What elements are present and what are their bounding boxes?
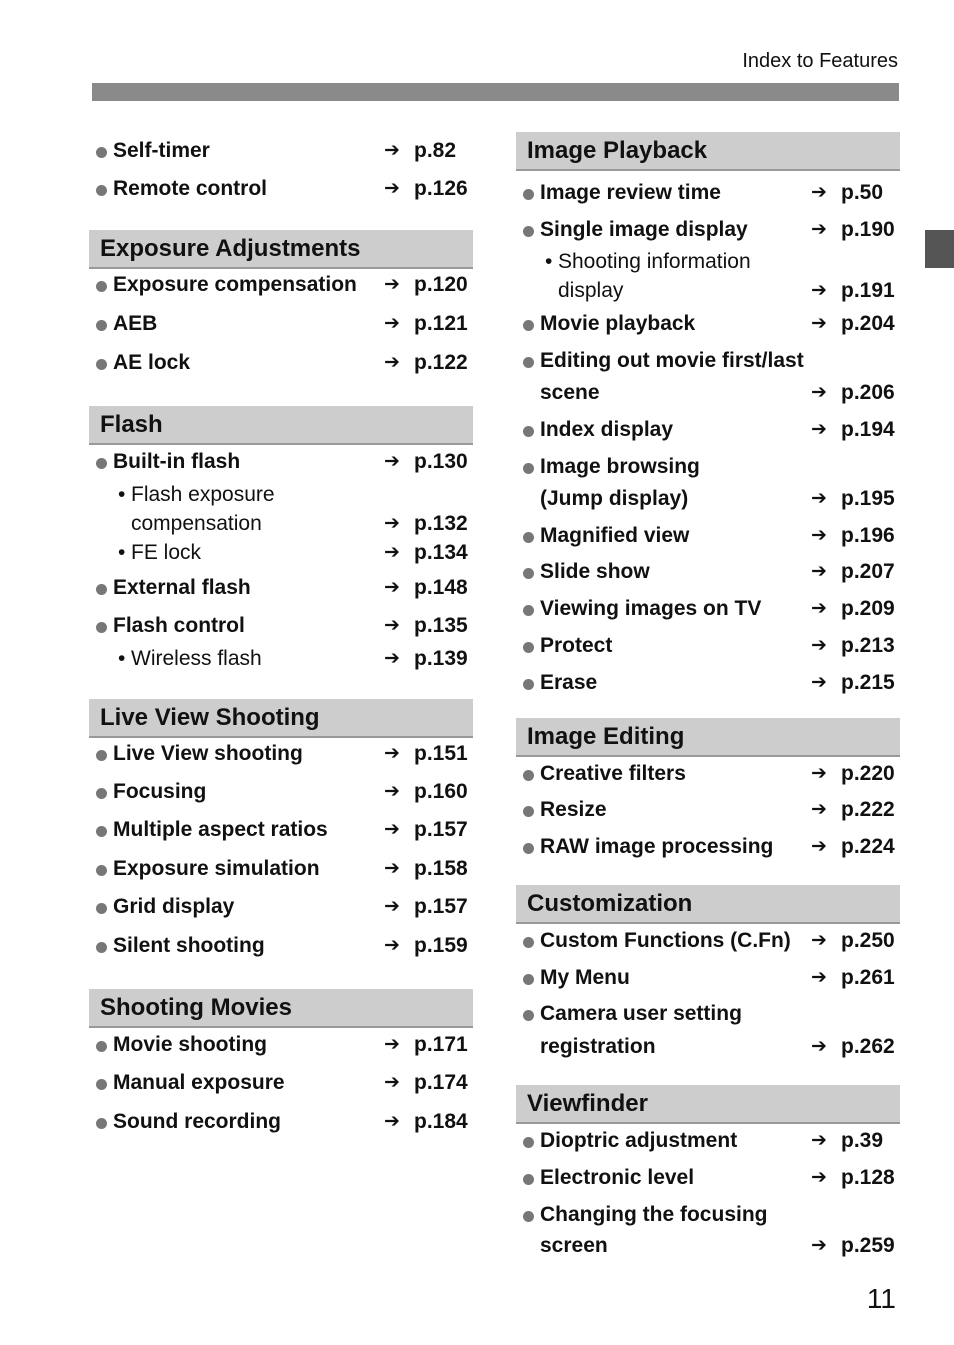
entry-label: Custom Functions (C.Fn) — [540, 929, 791, 952]
bullet-icon — [523, 642, 534, 653]
entry-label: Single image display — [540, 218, 748, 241]
bullet-icon — [96, 1118, 107, 1129]
entry-label: Resize — [540, 798, 607, 821]
entry-label-continued: scene — [540, 381, 600, 404]
entry-label: Erase — [540, 671, 598, 694]
entry-label: Silent shooting — [113, 934, 265, 957]
arrow-icon: ➔ — [384, 896, 400, 917]
arrow-icon: ➔ — [384, 313, 400, 334]
page-ref[interactable]: p.135 — [414, 614, 468, 637]
section-heading: Viewfinder — [516, 1085, 900, 1124]
section-heading: Image Playback — [516, 132, 900, 171]
page-ref[interactable]: p.121 — [414, 312, 468, 335]
entry-label: Creative filters — [540, 762, 686, 785]
page-ref[interactable]: p.194 — [841, 418, 895, 441]
page-ref[interactable]: p.171 — [414, 1033, 468, 1056]
bullet-icon — [523, 189, 534, 200]
bullet-icon — [96, 185, 107, 196]
entry-label: Editing out movie first/last — [540, 349, 804, 372]
bullet-icon — [523, 770, 534, 781]
entry-label: Multiple aspect ratios — [113, 818, 328, 841]
section-exposure-adjustments — [89, 230, 473, 374]
page-ref[interactable]: p.151 — [414, 742, 468, 765]
bullet-icon — [523, 463, 534, 474]
arrow-icon: ➔ — [384, 935, 400, 956]
section-heading: Customization — [516, 885, 900, 924]
entry-label: External flash — [113, 576, 251, 599]
arrow-icon: ➔ — [384, 1072, 400, 1093]
bullet-icon — [96, 826, 107, 837]
bullet-icon — [96, 320, 107, 331]
section-heading: Shooting Movies — [89, 989, 473, 1028]
arrow-icon: ➔ — [384, 352, 400, 373]
entry-label: Remote control — [113, 177, 268, 200]
page-number: 11 — [866, 1283, 896, 1314]
arrow-icon: ➔ — [811, 1167, 827, 1188]
arrow-icon: ➔ — [811, 799, 827, 820]
arrow-icon: ➔ — [384, 178, 400, 199]
page-ref[interactable]: p.259 — [841, 1234, 895, 1257]
page-ref[interactable]: p.82 — [414, 139, 457, 162]
page-ref[interactable]: p.130 — [414, 450, 468, 473]
bullet-icon — [96, 622, 107, 633]
arrow-icon: ➔ — [384, 542, 400, 563]
entry-label: Slide show — [540, 560, 650, 583]
entry-label: Exposure compensation — [113, 273, 357, 296]
page-ref[interactable]: p.157 — [414, 818, 468, 841]
arrow-icon: ➔ — [811, 1130, 827, 1151]
chapter-tab-marker — [925, 230, 954, 268]
page-ref[interactable]: p.204 — [841, 312, 895, 335]
page-ref[interactable]: p.132 — [414, 512, 468, 535]
bullet-icon — [523, 357, 534, 368]
entry-label: Shooting information — [558, 250, 751, 273]
arrow-icon: ➔ — [384, 1034, 400, 1055]
bullet-icon — [523, 1174, 534, 1185]
page-ref[interactable]: p.159 — [414, 934, 468, 957]
entry-label-continued: screen — [540, 1234, 608, 1257]
bullet-icon — [523, 568, 534, 579]
entry-label: Sound recording — [113, 1110, 281, 1133]
bullet-icon — [96, 458, 107, 469]
section-heading: Exposure Adjustments — [89, 230, 473, 269]
entry-label: Changing the focusing — [540, 1203, 768, 1226]
section-heading: Image Editing — [516, 718, 900, 757]
arrow-icon: ➔ — [384, 615, 400, 636]
section-customization — [516, 885, 900, 1058]
entry-label: Wireless flash — [131, 647, 262, 670]
arrow-icon: ➔ — [384, 451, 400, 472]
bullet-icon — [96, 903, 107, 914]
entry-label: Built-in flash — [113, 450, 241, 473]
entry-label: Dioptric adjustment — [540, 1129, 738, 1152]
arrow-icon: ➔ — [384, 577, 400, 598]
page-ref[interactable]: p.160 — [414, 780, 468, 803]
entry-label: Viewing images on TV — [540, 597, 762, 620]
entry-label: My Menu — [540, 966, 630, 989]
bullet-icon — [523, 1137, 534, 1148]
entry-label: Movie shooting — [113, 1033, 267, 1056]
page-ref[interactable]: p.262 — [841, 1035, 895, 1058]
page-ref[interactable]: p.157 — [414, 895, 468, 918]
arrow-icon: ➔ — [384, 1111, 400, 1132]
bullet-icon — [96, 281, 107, 292]
arrow-icon: ➔ — [811, 382, 827, 403]
arrow-icon: ➔ — [384, 819, 400, 840]
bullet-icon — [523, 320, 534, 331]
page-ref[interactable]: p.158 — [414, 857, 468, 880]
entry-label: Self-timer — [113, 139, 210, 162]
bullet-icon — [96, 1041, 107, 1052]
bullet-icon — [523, 806, 534, 817]
page-ref[interactable]: p.184 — [414, 1110, 468, 1133]
entry-label: RAW image processing — [540, 835, 774, 858]
entry-label: AEB — [113, 312, 158, 335]
page-ref[interactable]: p.213 — [841, 634, 895, 657]
page-ref[interactable]: p.261 — [841, 966, 895, 989]
section-heading: Flash — [89, 406, 473, 445]
entry-label: Magnified view — [540, 524, 690, 547]
page-ref[interactable]: p.207 — [841, 560, 895, 583]
page-ref[interactable]: p.139 — [414, 647, 468, 670]
entry-label: Movie playback — [540, 312, 696, 335]
arrow-icon: ➔ — [811, 1036, 827, 1057]
entry-label: Electronic level — [540, 1166, 695, 1189]
section-image-playback — [516, 132, 900, 694]
page-ref[interactable]: p.134 — [414, 541, 468, 564]
bullet-icon — [523, 426, 534, 437]
entry-label-continued: registration — [540, 1035, 656, 1058]
header-rule — [92, 83, 899, 101]
bullet-icon — [96, 359, 107, 370]
bullet-icon — [523, 532, 534, 543]
entry-label: Flash control — [113, 614, 245, 637]
section-viewfinder — [516, 1085, 900, 1257]
bullet-icon — [96, 750, 107, 761]
bullet-icon — [523, 843, 534, 854]
arrow-icon: ➔ — [811, 219, 827, 240]
entry-label: Image review time — [540, 181, 721, 204]
bullet-icon — [96, 788, 107, 799]
sub-bullet: • — [118, 483, 126, 506]
bullet-icon — [523, 605, 534, 616]
page-ref[interactable]: p.148 — [414, 576, 468, 599]
arrow-icon: ➔ — [811, 930, 827, 951]
arrow-icon: ➔ — [811, 419, 827, 440]
arrow-icon: ➔ — [811, 1235, 827, 1256]
section-live-view-shooting — [89, 699, 473, 957]
arrow-icon: ➔ — [811, 672, 827, 693]
page-ref[interactable]: p.222 — [841, 798, 895, 821]
arrow-icon: ➔ — [811, 967, 827, 988]
section-heading: Live View Shooting — [89, 699, 473, 738]
page-ref[interactable]: p.196 — [841, 524, 895, 547]
entry-label: AE lock — [113, 351, 191, 374]
page-ref[interactable]: p.224 — [841, 835, 895, 858]
entry-label: Index display — [540, 418, 674, 441]
arrow-icon: ➔ — [811, 182, 827, 203]
entry-label-continued: compensation — [131, 512, 262, 535]
bullet-icon — [96, 1079, 107, 1090]
entry-label: Manual exposure — [113, 1071, 285, 1094]
arrow-icon: ➔ — [811, 525, 827, 546]
entry-label: Live View shooting — [113, 742, 303, 765]
page-ref[interactable]: p.209 — [841, 597, 895, 620]
arrow-icon: ➔ — [811, 763, 827, 784]
arrow-icon: ➔ — [811, 836, 827, 857]
running-header: Index to Features — [742, 50, 898, 72]
bullet-icon — [523, 974, 534, 985]
section-shooting-movies — [89, 989, 473, 1133]
page-ref[interactable]: p.250 — [841, 929, 895, 952]
bullet-icon — [523, 1211, 534, 1222]
arrow-icon: ➔ — [811, 488, 827, 509]
entry-label-continued: (Jump display) — [540, 487, 689, 510]
bullet-icon — [523, 226, 534, 237]
entry-label: Exposure simulation — [113, 857, 320, 880]
bullet-icon — [96, 942, 107, 953]
entry-label: Focusing — [113, 780, 207, 803]
entry-label: Grid display — [113, 895, 235, 918]
sub-bullet: • — [545, 250, 553, 273]
entry-label: FE lock — [131, 541, 202, 564]
arrow-icon: ➔ — [384, 513, 400, 534]
page-ref[interactable]: p.195 — [841, 487, 895, 510]
page-ref[interactable]: p.190 — [841, 218, 895, 241]
arrow-icon: ➔ — [384, 858, 400, 879]
bullet-icon — [96, 584, 107, 595]
arrow-icon: ➔ — [384, 648, 400, 669]
bullet-icon — [96, 147, 107, 158]
bullet-icon — [523, 679, 534, 690]
page-ref[interactable]: p.191 — [841, 279, 895, 302]
bullet-icon — [523, 937, 534, 948]
arrow-icon: ➔ — [811, 313, 827, 334]
bullet-icon — [96, 865, 107, 876]
page-ref[interactable]: p.120 — [414, 273, 468, 296]
section-flash — [89, 406, 473, 670]
arrow-icon: ➔ — [811, 635, 827, 656]
page-ref[interactable]: p.174 — [414, 1071, 468, 1094]
page-ref[interactable]: p.128 — [841, 1166, 895, 1189]
arrow-icon: ➔ — [384, 140, 400, 161]
entry-label: Flash exposure — [131, 483, 275, 506]
page-ref[interactable]: p.122 — [414, 351, 468, 374]
sub-bullet: • — [118, 541, 126, 564]
sub-bullet: • — [118, 647, 126, 670]
arrow-icon: ➔ — [384, 743, 400, 764]
arrow-icon: ➔ — [811, 280, 827, 301]
entry-label: Camera user setting — [540, 1002, 742, 1025]
page-ref[interactable]: p.39 — [841, 1129, 884, 1152]
arrow-icon: ➔ — [384, 274, 400, 295]
arrow-icon: ➔ — [811, 598, 827, 619]
bullet-icon — [523, 1010, 534, 1021]
page-ref[interactable]: p.220 — [841, 762, 895, 785]
entry-label: Image browsing — [540, 455, 700, 478]
page-ref[interactable]: p.206 — [841, 381, 895, 404]
arrow-icon: ➔ — [811, 561, 827, 582]
arrow-icon: ➔ — [384, 781, 400, 802]
section-image-editing — [516, 718, 900, 858]
entry-label: Protect — [540, 634, 613, 657]
entry-label-continued: display — [558, 279, 624, 302]
page-ref[interactable]: p.215 — [841, 671, 895, 694]
page-ref[interactable]: p.126 — [414, 177, 468, 200]
page-ref[interactable]: p.50 — [841, 181, 884, 204]
